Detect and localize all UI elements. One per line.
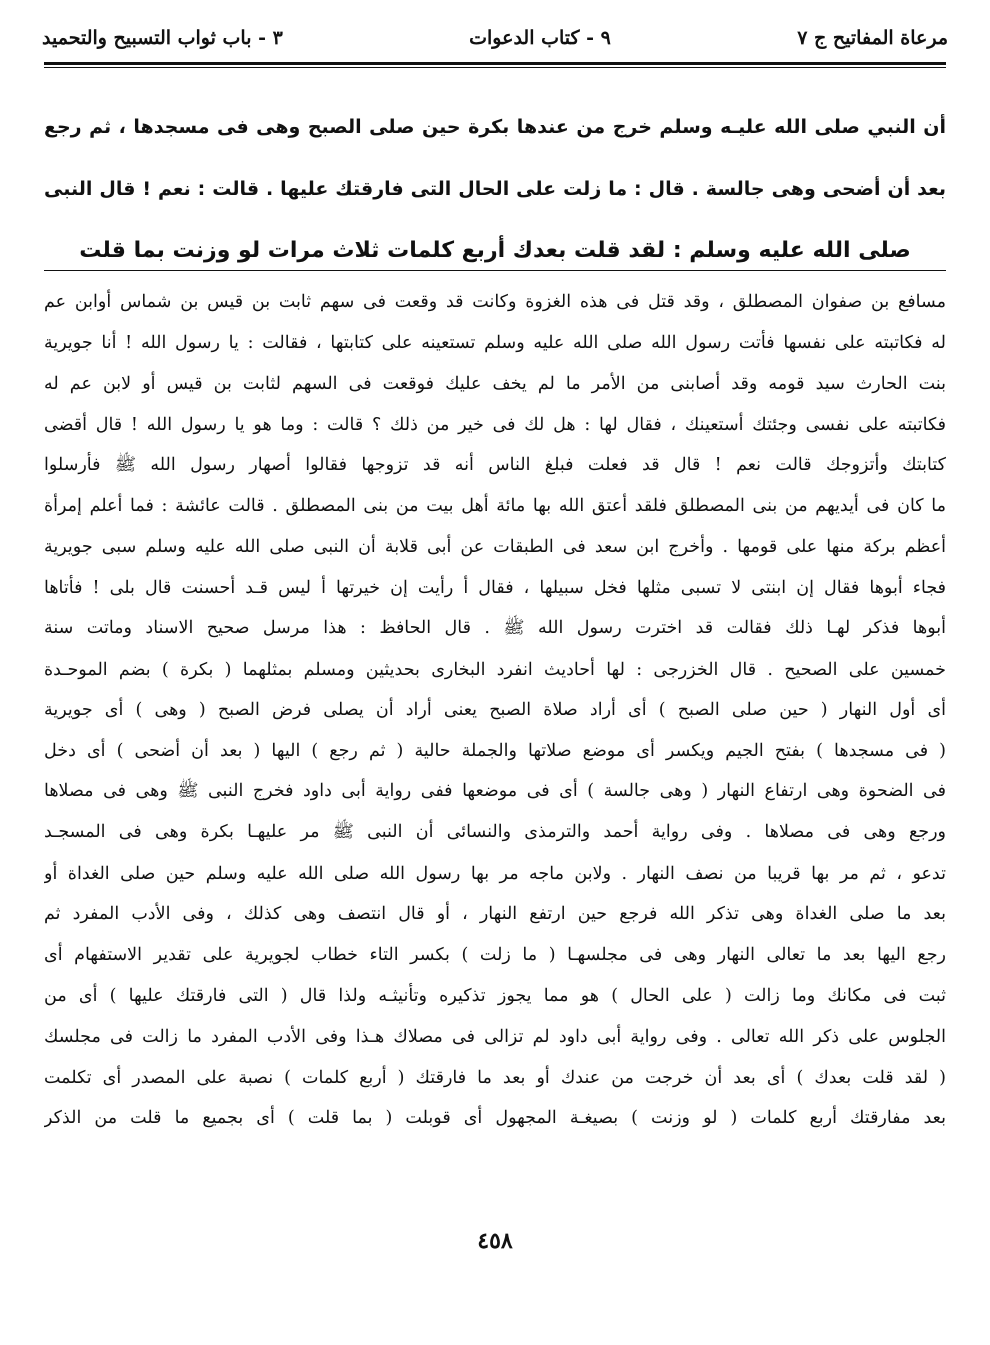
commentary-line: كتابتك وأتزوجك قالت نعم ! قال قد فعلت فبلغ الناس أنه قد تزوجها فقالوا أصهار رسول الله ﷺ فأرسلوا: [44, 454, 946, 475]
commentary-line: الجلوس على ذكر الله تعالى . وفى رواية أبى داود لم تزالى فى مصلاك هـذا وفى الأدب المفرد ما زالت فى مجلسك: [44, 1026, 946, 1047]
hadith-line: أن النبي صلى الله عليـه وسلم خرج من عندها بكرة حين صلى الصبح وهى فى مسجدها ، ثم رجع: [44, 115, 946, 138]
commentary-line: تدعو ، ثم مر بها قريبا من نصف النهار . ولابن ماجه مر بها رسول الله صلى الله عليه وسلم حين صلى الغداة أو: [44, 863, 946, 884]
commentary-line: فجاء أبوها فقال إن ابنتى لا تسبى مثلها فخل سبيلها ، فقال أ رأيت إن خيرتها أ ليس قـد أحسنت قال بلى ! فأتاها: [44, 577, 946, 598]
header-rule-thick: [44, 62, 946, 65]
commentary-line: بعد ما صلى الغداة وهى تذكر الله فرجع حين ارتفع النهار ، أو قال انتصف وهى كذلك ، وفى الأدب المفرد ثم: [44, 904, 946, 925]
commentary-line: أبوها فذكر لهـا ذلك فقالت قد اخترت رسول الله ﷺ . قال الحافظ : هذا مرسل صحيح الاسناد وماتت سنة: [44, 617, 946, 638]
commentary-line: أعظم بركة منها على قومها . وأخرج ابن سعد فى الطبقات عن أبى قلابة أن النبى صلى الله عليه وسلم سبى جويرية: [44, 537, 946, 558]
commentary-line: بنت الحارث سيد قومه وقد أصابنى من الأمر ما لم يخف عليك فوقعت فى السهم لثابت بن قيس أو لابن عم له: [44, 373, 946, 394]
commentary-line: أى أول النهار ( حين صلى الصبح ) أى أراد صلاة الصبح يعنى أراد أن يصلى فرض الصبح ( وهى ) أى جويرية: [44, 700, 946, 721]
commentary-line: فى الضحوة وهى ارتفاع النهار ( وهى جالسة ) أى فى موضعها ففى رواية أبى داود فخرج النبى ﷺ وهى فى مصلاها: [44, 780, 946, 801]
commentary-line: بعد مفارقتك أربع كلمات ( لو وزنت ) بصيغـة المجهول أى قوبلت ( بما قلت ) أى بجميع ما قلت من الذكر: [44, 1108, 946, 1129]
commentary-text: [44, 282, 946, 1139]
commentary-line: ما كان فى أيديهم من بنى المصطلق فلقد أعتق الله بها مائة أهل بيت من بنى المصطلق . قالت عائشة : فما أعلم إمرأة: [44, 496, 946, 517]
commentary-line: ورجع وهى فى مصلاها . وفى رواية أحمد والترمذى والنسائى أن النبى ﷺ مر عليهـا بكرة وهى فى المسجـد: [44, 821, 946, 842]
hadith-line: بعد أن أضحى وهى جالسة . قال : ما زلت على الحال التى فارقتك عليها . قالت : نعم ! قال النبى: [44, 177, 946, 200]
hadith-line: صلى الله عليه وسلم : لقد قلت بعدك أربع كلمات ثلاث مرات لو وزنت بما قلت: [79, 238, 911, 263]
commentary-line: ( لقد قلت بعدك ) أى بعد أن خرجت من عندك أو بعد ما فارقتك ( أربع كلمات ) نصبة على المصدر أى تكلمت: [44, 1067, 946, 1088]
commentary-line: فكاتبته على نفسى وجئتك أستعينك ، فقال لها : هل لك فى خير من ذلك ؟ قالت : وما هو يا رسول الله ! قال أقضى: [44, 414, 946, 435]
page-number: ٤٥٨: [477, 1228, 513, 1254]
header-chapter-title: ٩ - كتاب الدعوات: [469, 27, 611, 49]
header-book-title: مرعاة المفاتيح ج ٧: [797, 27, 948, 49]
commentary-line: مسافع بن صفوان المصطلق ، وقد قتل فى هذه الغزوة وكانت قد وقعت فى سهم ثابت بن قيس بن شماس أوابن عم: [44, 292, 946, 313]
header-rule-thin: [44, 67, 946, 68]
section-divider: [44, 270, 946, 271]
commentary-line: له فكاتبته على نفسها فأتت رسول الله صلى الله عليه وسلم تستعينه على كتابتها ، فقالت : يا رسول الله ! أنا جويرية: [44, 333, 946, 354]
header-section-title: ٣ - باب ثواب التسبيح والتحميد: [42, 27, 283, 49]
commentary-line: ( فى مسجدها ) بفتح الجيم ويكسر أى موضع صلاتها والجملة حالية ( ثم رجع ) اليها ( بعد أن أضحى ) أى دخل: [44, 741, 946, 762]
commentary-line: ثبت فى مكانك وما زالت ( على الحال ) هو مما يجوز تذكيره وتأنيثـه ولذا قال ( التى فارقتك عليها ) أى من: [44, 985, 946, 1006]
commentary-line: رجع اليها بعد ما تعالى النهار وهى فى مجلسهـا ( ما زلت ) بكسر التاء خطاب لجويرية على تقدير الاستفهام أى: [44, 945, 946, 966]
hadith-text: [44, 96, 946, 282]
commentary-line: خمسين على الصحيح . قال الخزرجى : لها أحاديث انفرد البخارى بحديثين ومسلم بمثلهما ( بكرة ) بضم الموحـدة: [44, 659, 946, 680]
running-header: [42, 18, 948, 58]
